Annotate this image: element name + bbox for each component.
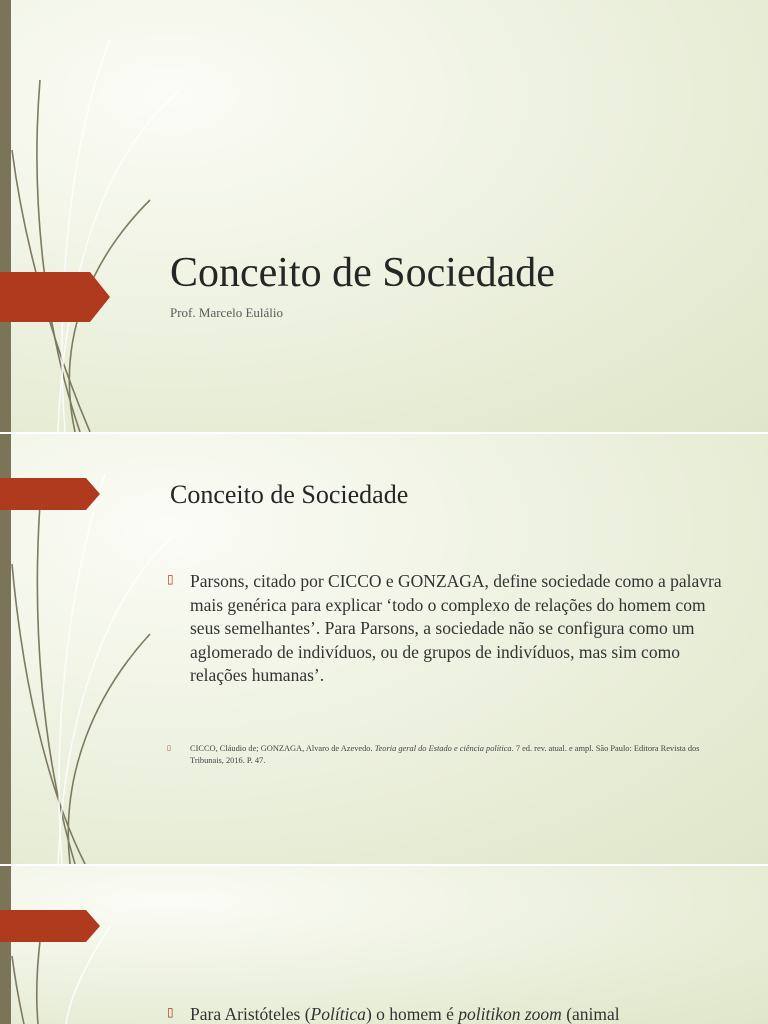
slide-2 [0,434,768,864]
decorative-curves [0,866,200,1024]
bullet-text: Para Aristóteles (Política) o homem é politikon zoom (animal [190,1004,620,1024]
slide-1 [0,0,768,432]
red-arrow-tab [0,272,110,322]
bullet-item [167,1003,747,1024]
slide-title: Conceito de Sociedade [170,480,409,509]
bullet-marker-icon: ▯ [167,1005,174,1019]
slide-title: Conceito de Sociedade [170,250,555,296]
slide-3 [0,866,768,1024]
decorative-curves [0,0,200,432]
reference-item [167,743,727,767]
red-arrow-tab [0,910,100,942]
slide-subtitle: Prof. Marcelo Eulálio [170,305,283,320]
reference-text: CICCO, Cláudio de; GONZAGA, Alvaro de Azevedo. Teoria geral do Estado e ciência política. 7 ed. rev. atual. e ampl. São Paulo: Editora Revista dos Tribunais, 2016. P. 47. [190,744,700,765]
bullet-item [167,570,727,688]
red-arrow-tab [0,478,100,510]
bullet-marker-icon: ▯ [167,744,171,752]
bullet-text: Parsons, citado por CICCO e GONZAGA, define sociedade como a palavra mais genérica para explicar ‘todo o complexo de relações do homem com seus semelhantes’. Para Parsons, a sociedade não se configura como um aglomerado de indivíduos, ou de grupos de indivíduos, mas sim como relações humanas’. [190,571,722,685]
bullet-marker-icon: ▯ [167,572,174,586]
